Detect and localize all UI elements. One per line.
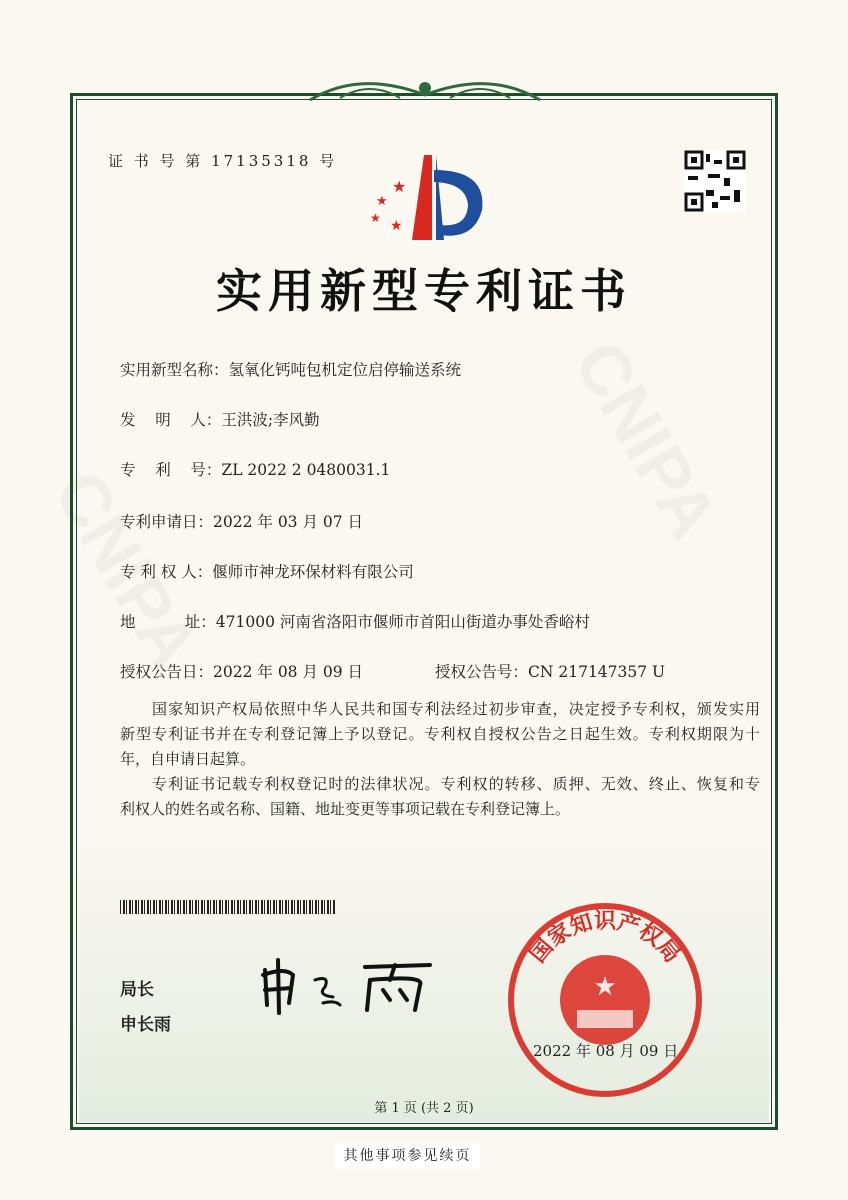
field-label: 地 址： (120, 613, 216, 631)
field-label: 授权公告日： (120, 663, 214, 681)
director-name: 申长雨 (120, 1015, 171, 1035)
svg-text:★: ★ (376, 194, 388, 209)
field-value: 471000 河南省洛阳市偃师市首阳山街道办事处香峪村 (215, 613, 590, 631)
continuation-note: 其他事项参见续页 (335, 1143, 480, 1169)
field-label: 发 明 人： (120, 411, 222, 429)
field-grant-date (120, 660, 363, 682)
field-label: 专 利 权 人： (120, 563, 213, 581)
barcode (120, 900, 336, 914)
field-label: 实用新型名称： (120, 361, 229, 379)
paragraph-line: 利权人的姓名或名称、国籍、地址变更等事项记载在专利登记簿上。 (120, 800, 571, 818)
cnipa-logo-icon (362, 150, 492, 245)
qr-code (684, 150, 746, 212)
field-label: 授权公告号： (435, 663, 529, 681)
seal-text: 国家知识产权局 (525, 909, 685, 968)
field-filing-date (120, 510, 363, 532)
director-title: 局长 (120, 980, 154, 1000)
page-indicator: 第 1 页 (共 2 页) (374, 1101, 474, 1116)
field-inventors (120, 408, 320, 430)
svg-text:★: ★ (390, 218, 403, 234)
official-seal (505, 900, 705, 1100)
field-patentee (120, 560, 414, 582)
field-value: 王洪波;李风勤 (221, 411, 320, 429)
field-label: 专利申请日： (120, 513, 214, 531)
field-value: 偃师市神龙环保材料有限公司 (212, 563, 414, 581)
svg-text:★: ★ (370, 211, 381, 225)
paragraph-line: 国家知识产权局依照中华人民共和国专利法经过初步审查，决定授予专利权，颁发实用 (120, 700, 760, 718)
ornament-icon (300, 70, 550, 110)
field-value: ZL 2022 2 0480031.1 (221, 461, 391, 479)
field-utility-model-name (120, 358, 461, 380)
field-value: 氢氧化钙吨包机定位启停输送系统 (228, 361, 462, 379)
field-value: CN 217147357 U (528, 663, 666, 681)
page-title: 实用新型专利证书 (216, 264, 632, 318)
field-grant-number (435, 660, 665, 682)
svg-text:★: ★ (593, 972, 617, 1002)
paragraph-line: 年，自申请日起算。 (120, 750, 256, 768)
certificate-number: 证 书 号 第 17135318 号 (108, 152, 338, 170)
field-value: 2022 年 08 月 09 日 (213, 663, 364, 681)
svg-text:★: ★ (392, 177, 407, 196)
field-value: 2022 年 03 月 07 日 (213, 513, 364, 531)
paragraph-line: 新型专利证书并在专利登记簿上予以登记。专利权自授权公告之日起生效。专利权期限为十 (120, 725, 760, 743)
field-patent-number (120, 458, 390, 480)
paragraph-line: 专利证书记载专利权登记时的法律状况。专利权的转移、质押、无效、终止、恢复和专 (120, 775, 760, 793)
legal-paragraph (120, 697, 760, 822)
seal-date: 2022 年 08 月 09 日 (533, 1042, 679, 1060)
signature (255, 955, 440, 1015)
field-label: 专 利 号： (120, 461, 222, 479)
field-address (120, 610, 590, 632)
